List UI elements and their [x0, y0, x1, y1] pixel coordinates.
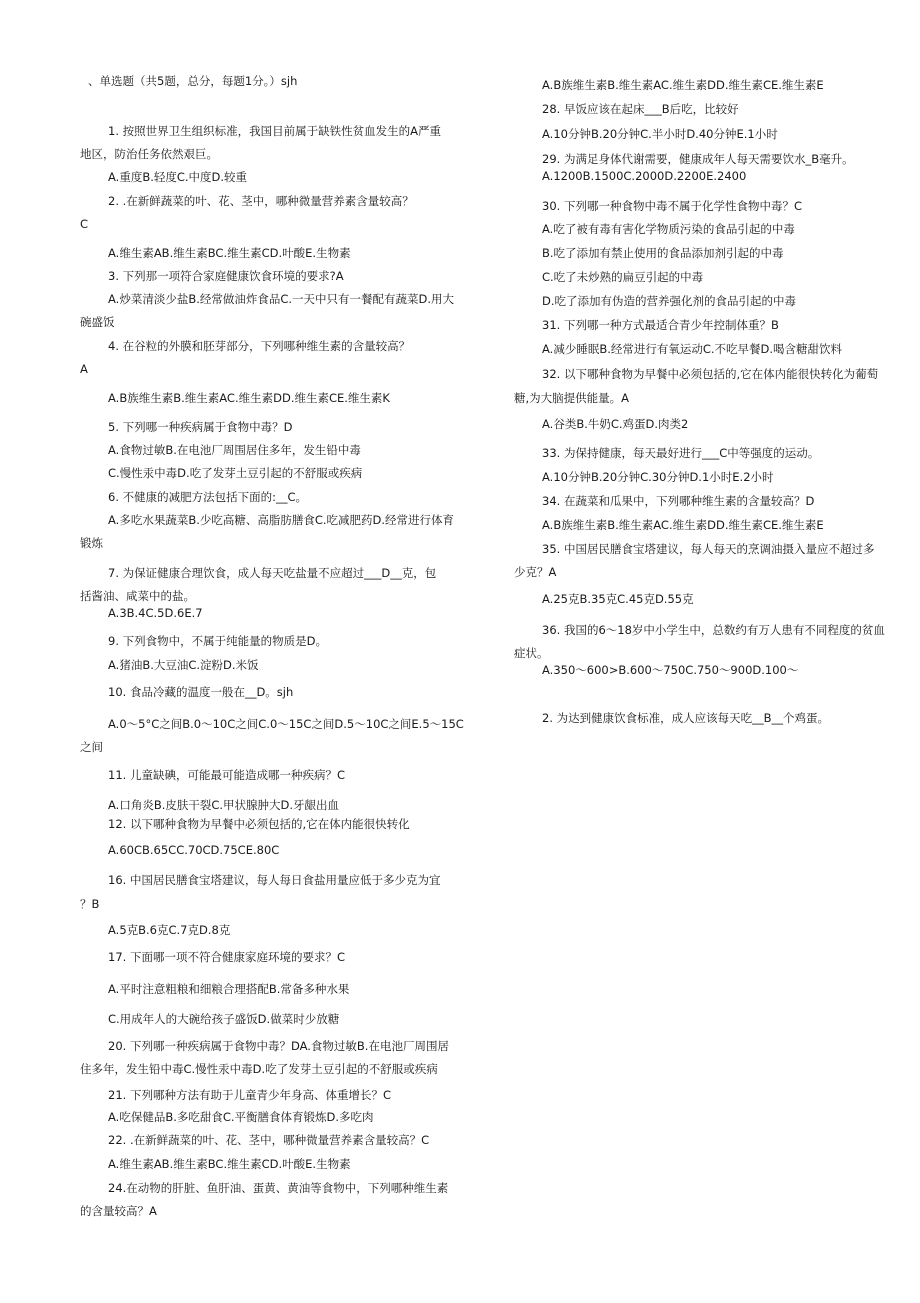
text-line: A.0～5°C之间B.0～10C之间C.0～15C之间D.5～10C之间E.5～15C — [108, 717, 464, 731]
text-line: 24.在动物的肝脏、鱼肝油、蛋黄、黄油等食物中，下列哪种维生素 — [108, 1181, 449, 1195]
text-line: 括酱油、咸菜中的盐。 — [80, 589, 195, 603]
text-line: C.吃了未炒熟的扁豆引起的中毒 — [542, 270, 704, 284]
text-line: A.重度B.轻度C.中度D.较重 — [108, 170, 248, 184]
text-line: 地区，防治任务依然艰巨。 — [80, 147, 218, 161]
text-line: 21. 下列哪种方法有助于儿童青少年身高、体重增长？C — [108, 1088, 391, 1102]
text-line: 4. 在谷粒的外膜和胚芽部分，下列哪种维生素的含量较高？ — [108, 339, 411, 353]
text-line: A.维生素AB.维生素BC.维生素CD.叶酸E.生物素 — [108, 1157, 351, 1171]
text-line: 12. 以下哪种食物为早餐中必须包括的,它在体内能很快转化 — [108, 817, 410, 831]
text-line: 2. 为达到健康饮食标准，成人应该每天吃__B__个鸡蛋。 — [542, 711, 830, 725]
text-line: C.慢性汞中毒D.吃了发芽土豆引起的不舒服或疾病 — [108, 466, 363, 480]
text-line: 5. 下列哪一种疾病属于食物中毒？D — [108, 420, 293, 434]
text-line: A.猪油B.大豆油C.淀粉D.米饭 — [108, 658, 259, 672]
text-line: C.用成年人的大碗给孩子盛饭D.做菜时少放糖 — [108, 1012, 340, 1026]
text-line: 少克？A — [514, 565, 557, 579]
text-line: 16. 中国居民膳食宝塔建议，每人每日食盐用量应低于多少克为宜 — [108, 873, 441, 887]
text-line: A.1200B.1500C.2000D.2200E.2400 — [542, 169, 747, 183]
text-line: D.吃了添加有伪造的营养强化剂的食品引起的中毒 — [542, 294, 797, 308]
text-line: A.B族维生素B.维生素AC.维生素DD.维生素CE.维生素E — [542, 518, 824, 532]
text-line: A.B族维生素B.维生素AC.维生素DD.维生素CE.维生素E — [542, 78, 824, 92]
text-line: 锻炼 — [80, 536, 103, 550]
text-line: 之间 — [80, 740, 103, 754]
text-line: A.口角炎B.皮肤干裂C.甲状腺肿大D.牙龈出血 — [108, 798, 340, 812]
text-line: A.B族维生素B.维生素AC.维生素DD.维生素CE.维生素K — [108, 391, 390, 405]
text-line: 28. 早饭应该在起床___B后吃，比较好 — [542, 102, 739, 116]
text-line: 32. 以下哪种食物为早餐中必须包括的,它在体内能很快转化为葡萄 — [542, 367, 879, 381]
text-line: ？B — [80, 897, 100, 911]
text-line: 症状。 — [514, 646, 549, 660]
text-line: A.谷类B.牛奶C.鸡蛋D.肉类2 — [542, 417, 689, 431]
text-line: 31. 下列哪一种方式最适合青少年控制体重？B — [542, 318, 779, 332]
text-line: 碗盛饭 — [80, 315, 115, 329]
text-line: 6. 不健康的减肥方法包括下面的:__C。 — [108, 490, 308, 504]
text-line: 11. 儿童缺碘，可能最可能造成哪一种疾病？C — [108, 768, 345, 782]
text-line: 36. 我国的6～18岁中小学生中，总数约有万人患有不同程度的贫血 — [542, 623, 885, 637]
text-line: 35. 中国居民膳食宝塔建议，每人每天的烹调油摄入量应不超过多 — [542, 542, 875, 556]
text-line: A.炒菜清淡少盐B.经常做油炸食品C.一天中只有一餐配有蔬菜D.用大 — [108, 292, 455, 306]
text-line: 的含量较高？A — [80, 1204, 157, 1218]
text-line: A.5克B.6克C.7克D.8克 — [108, 923, 231, 937]
text-line: A.10分钟B.20分钟C.30分钟D.1小时E.2小时 — [542, 470, 774, 484]
text-line: 22. .在新鲜蔬菜的叶、花、茎中，哪种微量营养素含量较高？C — [108, 1133, 430, 1147]
text-line: 住多年，发生铅中毒C.慢性汞中毒D.吃了发芽土豆引起的不舒服或疾病 — [80, 1062, 438, 1076]
text-line: 29. 为满足身体代谢需要，健康成年人每天需要饮水_B毫升。 — [542, 152, 854, 166]
text-line: A.350～600>B.600～750C.750～900D.100～ — [542, 663, 799, 677]
text-line: 34. 在蔬菜和瓜果中，下列哪种维生素的含量较高？D — [542, 494, 815, 508]
text-line: A.维生素AB.维生素BC.维生素CD.叶酸E.生物素 — [108, 246, 351, 260]
text-line: A.平时注意粗粮和细粮合理搭配B.常备多种水果 — [108, 982, 350, 996]
text-line: 30. 下列哪一种食物中毒不属于化学性食物中毒？C — [542, 199, 802, 213]
text-line: A.吃保健品B.多吃甜食C.平衡膳食体育锻炼D.多吃肉 — [108, 1110, 374, 1124]
text-line: A.减少睡眠B.经常进行有氧运动C.不吃早餐D.喝含糖甜饮料 — [542, 342, 843, 356]
text-line: C — [80, 217, 89, 231]
text-line: 9. 下列食物中，不属于纯能量的物质是D。 — [108, 634, 327, 648]
text-line: A.10分钟B.20分钟C.半小时D.40分钟E.1小时 — [542, 127, 778, 141]
text-line: B.吃了添加有禁止使用的食品添加剂引起的中毒 — [542, 246, 784, 260]
text-line: 7. 为保证健康合理饮食，成人每天吃盐量不应超过___D__克，包 — [108, 566, 437, 580]
text-line: 10. 食品冷藏的温度一般在__D。sjh — [108, 685, 294, 699]
text-line: A.吃了被有毒有害化学物质污染的食品引起的中毒 — [542, 222, 795, 236]
text-line: A.25克B.35克C.45克D.55克 — [542, 592, 694, 606]
text-line: 33. 为保持健康，每天最好进行___C中等强度的运动。 — [542, 446, 820, 460]
text-line: 17. 下面哪一项不符合健康家庭环境的要求？C — [108, 950, 345, 964]
text-line: A.60CB.65CC.70CD.75CE.80C — [108, 843, 280, 857]
text-line: A — [80, 362, 88, 376]
text-line: 3. 下列那一项符合家庭健康饮食环境的要求?A — [108, 269, 344, 283]
text-line: 2. .在新鲜蔬菜的叶、花、茎中，哪种微量营养素含量较高？ — [108, 194, 414, 208]
text-line: A.多吃水果蔬菜B.少吃高糖、高脂肪膳食C.吃减肥药D.经常进行体育 — [108, 513, 455, 527]
text-line: 、单选题（共5题，总分，每题1分。）sjh — [88, 74, 298, 88]
text-line: 糖,为大脑提供能量。A — [514, 391, 630, 405]
text-line: 1. 按照世界卫生组织标准，我国目前属于缺铁性贫血发生的A严重 — [108, 124, 441, 138]
text-line: A.食物过敏B.在电池厂周围居住多年，发生铅中毒 — [108, 443, 361, 457]
text-line: 20. 下列哪一种疾病属于食物中毒？DA.食物过敏B.在电池厂周围居 — [108, 1039, 449, 1053]
text-line: A.3B.4C.5D.6E.7 — [108, 606, 203, 620]
